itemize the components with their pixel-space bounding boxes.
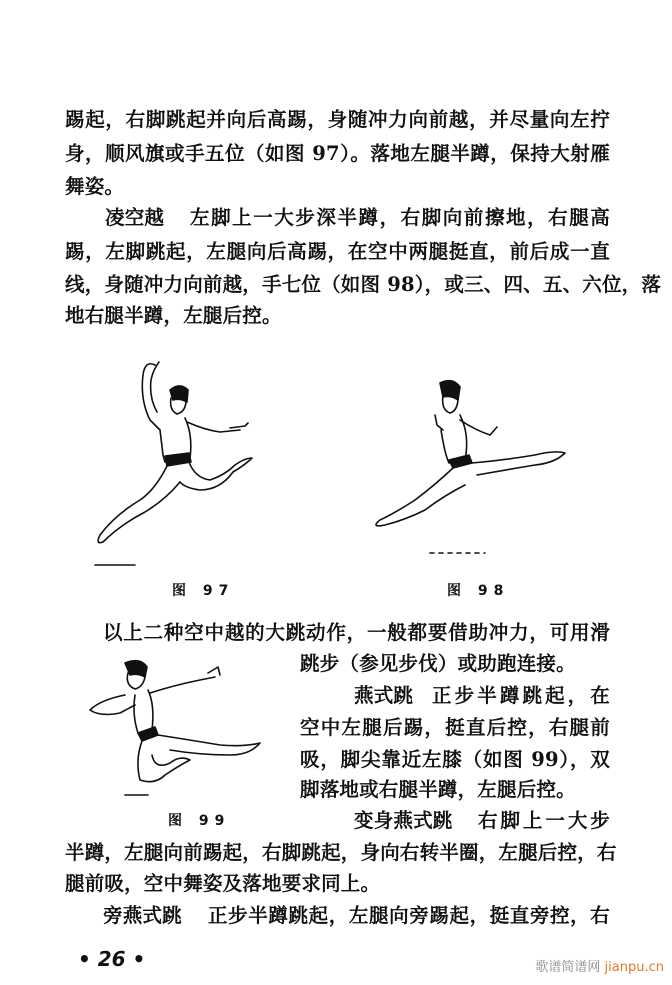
text-line: 身，顺风旗或手五位（如图 97）。落地左腿半蹲，保持大射雁: [65, 142, 610, 165]
text-line: 地右腿半蹲，左腿后控。: [65, 304, 282, 327]
section-title-lingkongyue: 凌空越: [105, 206, 165, 229]
figure-97-dancer-illustration: [85, 350, 285, 570]
text-line: 踢起，右脚跳起并向后高踢，身随冲力向前越，并尽量向左拧: [65, 108, 610, 131]
figure-99-dancer-illustration: [80, 655, 280, 805]
text-line: 舞姿。: [65, 175, 125, 198]
watermark: [535, 956, 664, 975]
section-title-pang-yanshitiao: 旁燕式跳: [103, 904, 182, 927]
watermark-domain: jianpu.cn: [604, 960, 664, 975]
text-line: 腿前吸，空中舞姿及落地要求同上。: [65, 872, 381, 895]
text-line: 吸，脚尖靠近左膝（如图 99），双: [300, 748, 610, 771]
section-title-bianshen-yanshitiao: 变身燕式跳: [354, 809, 453, 832]
text-line: 以上二种空中越的大跳动作，一般都要借助冲力，可用滑: [103, 621, 610, 644]
text-line: 跳步（参见步伐）或助跑连接。: [300, 652, 576, 675]
figure-97-caption: 图 97: [172, 583, 235, 599]
text-line: 脚落地或右腿半蹲，左腿后控。: [300, 778, 576, 801]
text-line: 左脚上一大步深半蹲，右脚向前擦地，右腿高: [190, 206, 610, 229]
text-line: 正步半蹲跳起，在: [432, 684, 610, 707]
figure-98-caption: 图 98: [447, 583, 510, 599]
watermark-site-name: 歌谱简谱网: [535, 960, 601, 975]
text-line: 线，身随冲力向前越，手七位（如图 98），或三、四、五、六位，落: [65, 273, 662, 296]
text-line: 右脚上一大步: [478, 809, 610, 832]
text-line: 踢，左脚跳起，左腿向后高踢，在空中两腿挺直，前后成一直: [65, 240, 610, 263]
figure-98-dancer-illustration: [365, 375, 585, 560]
text-line: 正步半蹲跳起，左腿向旁踢起，挺直旁控，右: [208, 904, 610, 927]
text-line: 半蹲，左腿向前踢起，右脚跳起，身向右转半圈，左腿后控，右: [65, 841, 617, 864]
page-number: • 26 •: [78, 947, 146, 971]
text-line: 空中左腿后踢，挺直后控，右腿前: [300, 716, 610, 739]
section-title-yanshitiao: 燕式跳: [354, 684, 414, 707]
figure-99-caption: 图 99: [168, 813, 231, 829]
